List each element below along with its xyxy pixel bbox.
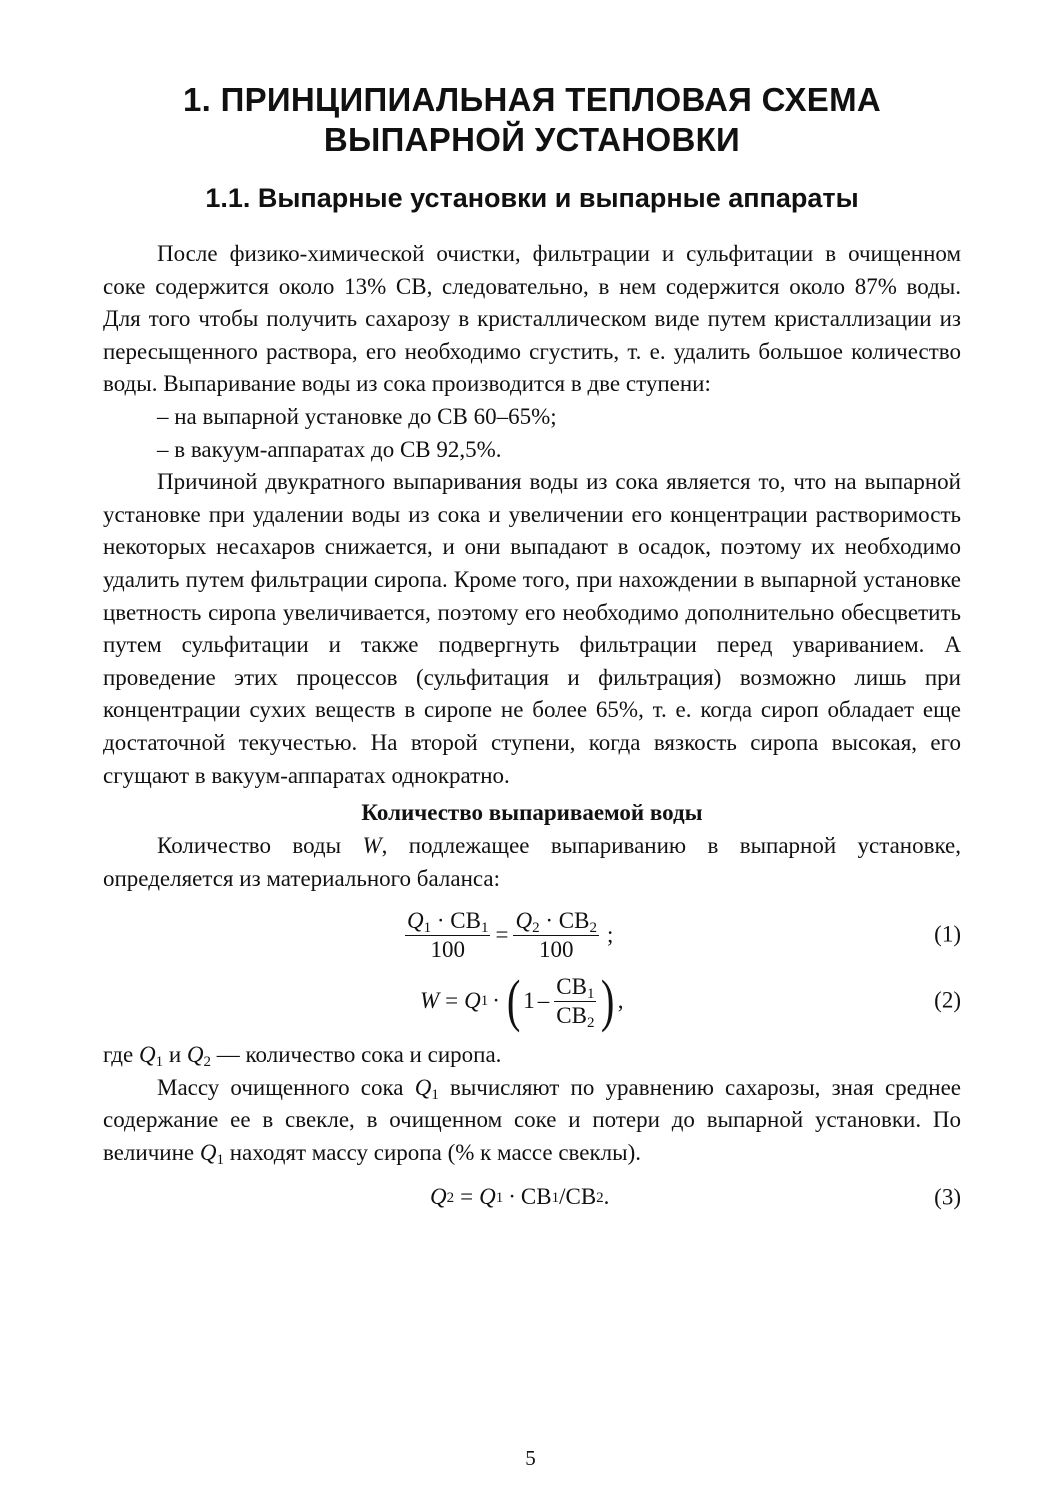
chapter-title-line-2: ВЫПАРНОЙ УСТАНОВКИ	[323, 121, 741, 158]
equation-3-number: (3)	[934, 1184, 961, 1210]
paragraph-2: Причиной двукратного выпаривания воды из сока является то, что на выпарной установке при удалении воды из сока и увеличении его концентрации растворимость некоторых несахаров снижается, и они выпадают в осадок, поэтому их необходимо удалить путем фильтрации сиропа. Кроме того, при нахождении в выпарной установке цветность сиропа увеличивается, поэтому его необходимо дополнительно обесцветить путем сульфитации и также подвергнуть фильтрации перед увариванием. А проведение этих процессов (сульфитация и фильтрация) возможно лишь при концентрации сухих веществ в сиропе не более 65%, т. е. когда сироп обладает еще достаточной текучестью. На второй ступени, когда вязкость сиропа высокая, его сгущают в вакуум-аппаратах однократно.	[103, 469, 961, 788]
body-text	[103, 238, 961, 1226]
paragraph-5: Массу очищенного сока $Q_1$ вычисляют по уравнению сахарозы, зная среднее содержание ее в свекле, в очищенном соке и потери до выпарной установки. По величине $Q_1$ находят массу сиропа (% к массе свеклы).	[103, 1074, 961, 1169]
equation-2-number: (2)	[934, 987, 961, 1013]
equation-1-number: (1)	[934, 921, 961, 947]
equation-3: Q 2 = Q 1 · СВ 1 / СВ 2 . (3)	[103, 1170, 961, 1226]
list-item-1: – на выпарной установке до СВ 60–65%;	[157, 403, 557, 429]
eq2-fraction: $\frac{СВ_1}{СВ_2}$	[556, 973, 595, 1031]
page-number: 5	[525, 1446, 536, 1470]
eq2-right-paren: )	[601, 968, 615, 1034]
chapter-title	[103, 80, 961, 160]
eq1-left-fraction: $\frac{Q_1 \cdot СВ_1}{100}$	[407, 907, 489, 962]
paragraph-4: где $Q_1$ и $Q_2$ — количество сока и сиропа.	[103, 1042, 502, 1071]
paragraph-1: После физико-химической очистки, фильтрации и сульфитации в очищенном соке содержится около 13% СВ, следовательно, в нем содержится около 87% воды. Для того чтобы получить сахарозу в кристаллическом виде путем кристаллизации из пересыщенного раствора, его необходимо сгустить, т. е. удалить большое количество воды. Выпаривание воды из сока производится в две ступени:	[103, 241, 961, 397]
equation-2: W = Q 1 · ( 1 – $\frac{СВ_1}{СВ_2}$ ) , (2)	[420, 968, 961, 1034]
list-item-2: – в вакуум-аппаратах до СВ 92,5%.	[157, 436, 502, 462]
var-W: W	[362, 833, 382, 859]
chapter-title-line-1: 1. ПРИНЦИПИАЛЬНАЯ ТЕПЛОВАЯ СХЕМА	[182, 81, 882, 118]
eq1-right-fraction: $\frac{Q_2 \cdot СВ_2}{100}$	[515, 907, 597, 962]
section-title: 1.1. Выпарные установки и выпарные аппараты	[205, 183, 859, 213]
equation-1: $\frac{Q_1 \cdot СВ_1}{100}$ = $\frac{Q_2 \cdot СВ_2}{100}$ ; (1)	[407, 907, 961, 962]
paragraph-3: Количество воды W, подлежащее выпариванию в выпарной установке, определяется из материального баланса:	[103, 833, 962, 891]
eq2-left-paren: (	[506, 968, 521, 1034]
subheading: Количество выпариваемой воды	[361, 800, 703, 826]
